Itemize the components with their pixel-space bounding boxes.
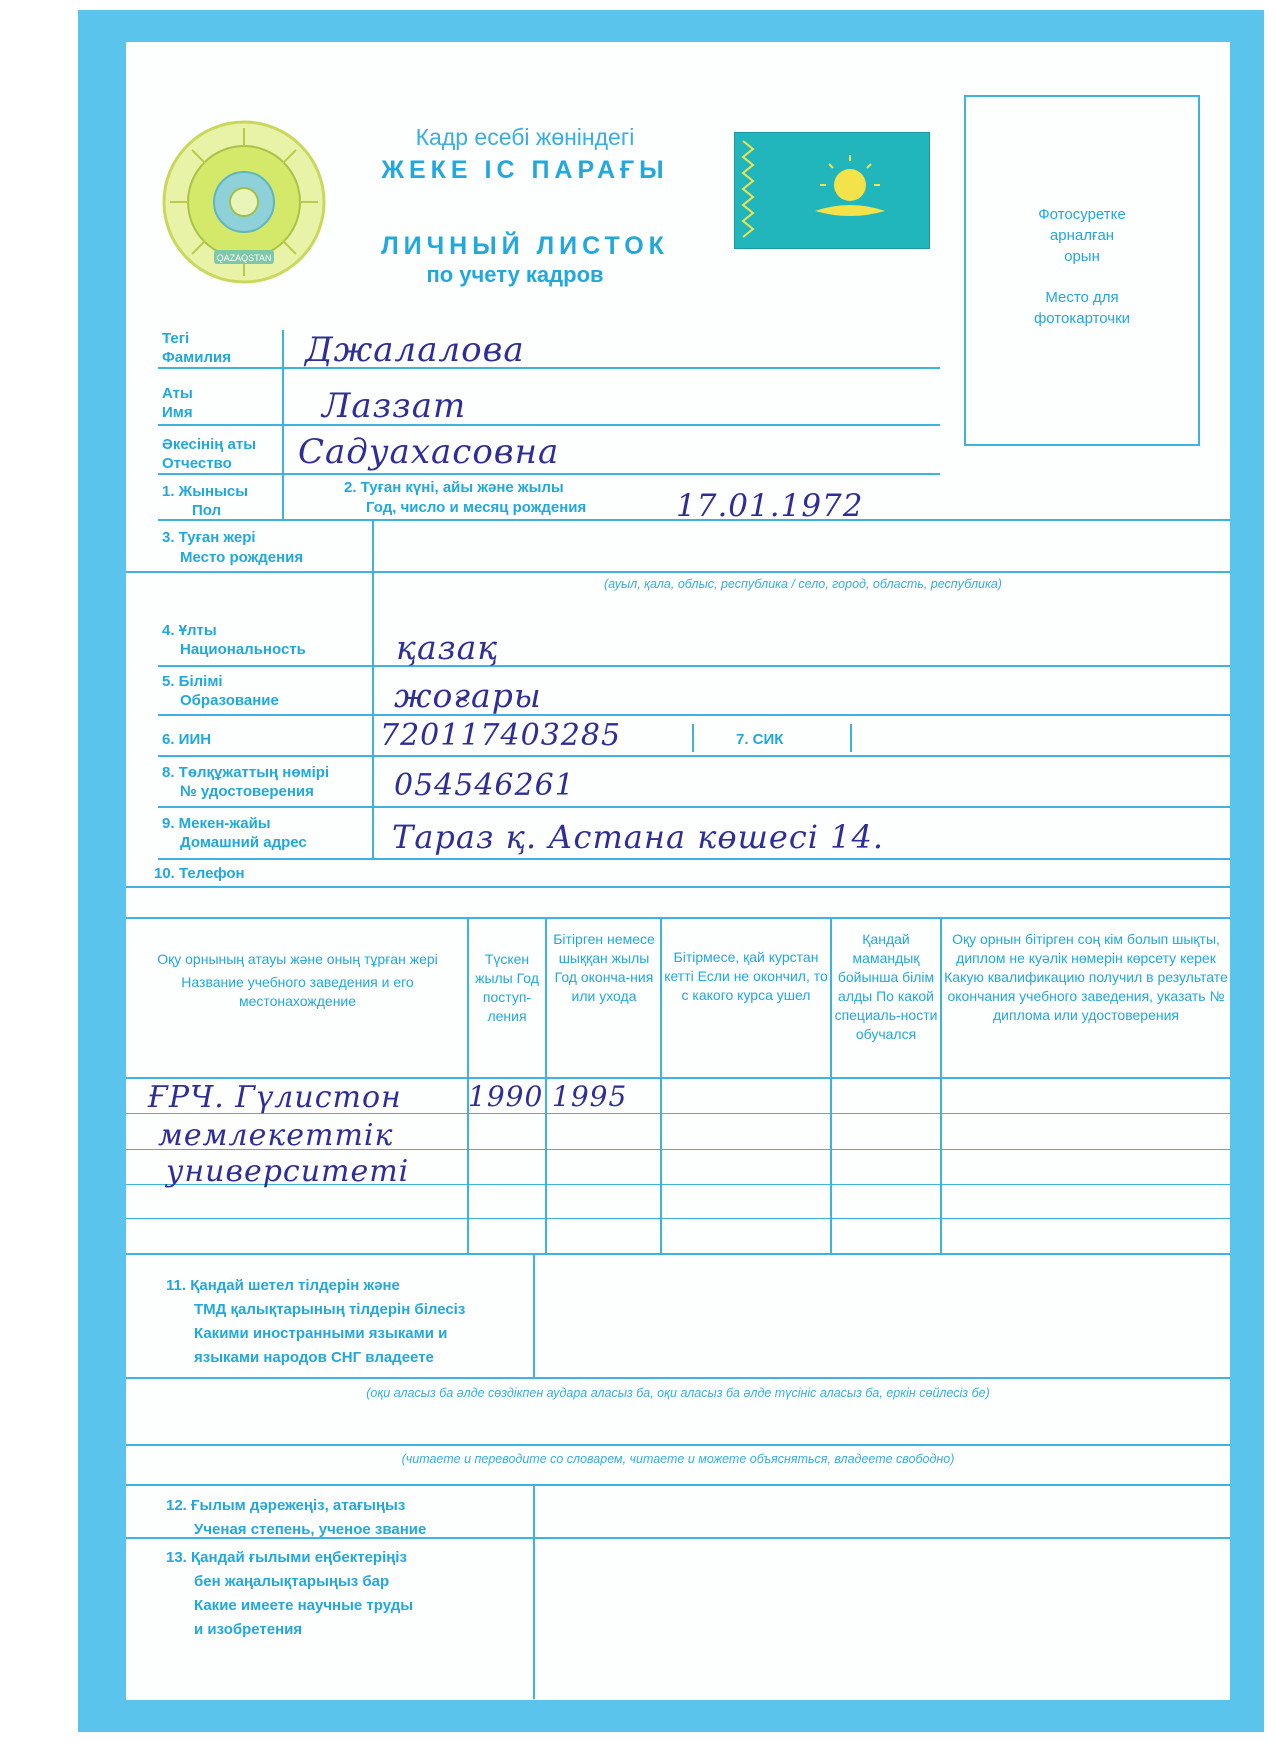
works-label-ru1: Какие имеете научные труды [194, 1597, 414, 1614]
edu-row-3-institution: университеті [166, 1154, 410, 1189]
photo-kz-line2: арналған [1049, 227, 1115, 244]
phone-label: 10. Телефон [154, 865, 245, 882]
name-label-ru: Имя [162, 404, 193, 421]
photo-ru-line2: фотокарточки [1033, 310, 1131, 327]
works-label-kz2: бен жаңалықтарыңыз бар [194, 1573, 390, 1590]
edu-header-qualification: Оқу орнын бітірген соң кім болып шықты, диплом не куәлік нөмерін көрсету керек Какую квалификацию получил в результате окончания учебного заведения, указать № диплома или удостоверения [944, 931, 1228, 1023]
works-label-kz1: 13. Қандай ғылыми еңбектеріңіз [166, 1549, 407, 1566]
sik-label: 7. СИК [736, 731, 784, 748]
address-value: Тараз қ. Астана көшесі 14. [392, 818, 885, 856]
edu-header-course: Бітірмесе, қай курстан кетті Если не окончил, то с какого курса ушел [664, 949, 828, 1003]
degree-label-kz: 12. Ғылым дәрежеңіз, атағыңыз [166, 1497, 406, 1514]
id-number-label-kz: 8. Төлқұжаттың нөмірі [162, 764, 330, 781]
iin-label: 6. ИИН [162, 731, 212, 748]
birthdate-label-ru: Год, число и месяц рождения [366, 499, 587, 516]
surname-value: Джалалова [305, 330, 525, 370]
address-label-kz: 9. Мекен-жайы [162, 815, 271, 832]
birthdate-label-kz: 2. Туған күні, айы және жылы [344, 479, 564, 496]
id-number-value: 054546261 [394, 768, 575, 803]
education-value: жоғары [394, 676, 542, 715]
patronymic-label-ru: Отчество [162, 455, 232, 472]
education-label-ru: Образование [180, 692, 279, 709]
title-kz-line2: ЖЕКЕ ІС ПАРАҒЫ [381, 156, 669, 184]
languages-label-kz2: ТМД қалықтарының тілдерін білесіз [194, 1301, 466, 1318]
surname-label-kz: Тегі [162, 330, 190, 347]
state-emblem-icon [160, 118, 328, 286]
sex-label-ru: Пол [192, 502, 222, 519]
edu-row-2-institution: мемлекеттік [158, 1118, 394, 1153]
flag-icon [734, 132, 930, 249]
patronymic-label-kz: Әкесінің аты [162, 436, 257, 453]
photo-kz-line1: Фотосуретке [1038, 206, 1126, 223]
edu-header-institution-kz: Оқу орнының атауы және оның тұрған жері [157, 951, 438, 967]
photo-ru-line1: Место для [1045, 289, 1119, 306]
title-ru-line1: ЛИЧНЫЙ ЛИСТОК [381, 232, 669, 260]
id-number-label-ru: № удостоверения [180, 783, 314, 800]
nationality-label-ru: Национальность [180, 641, 306, 658]
works-label-ru2: и изобретения [194, 1621, 303, 1638]
edu-row-1-entered: 1990 [468, 1080, 544, 1113]
edu-row-1-institution: ҒРЧ. Гүлистон [148, 1080, 402, 1115]
edu-header-specialty: Қандай мамандық бойынша білім алды По какой специаль-ности обучался [834, 931, 938, 1042]
languages-hint-ru: (читаете и переводите со словарем, читаете и можете объясняться, владеете свободно) [401, 1452, 955, 1466]
languages-label-kz1: 11. Қандай шетел тілдерін және [166, 1277, 400, 1294]
nationality-value: қазақ [396, 628, 499, 667]
name-label-kz: Аты [162, 385, 193, 402]
edu-row-1-graduated: 1995 [552, 1080, 628, 1113]
title-ru-line2: по учету кадров [426, 262, 604, 287]
birthplace-hint: (ауыл, қала, облыс, республика / село, город, область, республика) [604, 577, 1002, 591]
languages-hint-kz: (оқи аласыз ба әлде сөздікпен аудара аласыз ба, оқи аласыз ба әлде түсініс аласыз ба, еркін сөйлесіз бе) [366, 1386, 990, 1400]
title-kz-line1: Кадр есебі жөніндегі [415, 124, 635, 150]
languages-label-ru1: Какими иностранными языками и [194, 1325, 448, 1342]
degree-label-ru: Ученая степень, ученое звание [194, 1521, 427, 1538]
surname-label-ru: Фамилия [162, 349, 231, 366]
edu-header-entered: Түскен жылы Год поступ-ления [475, 951, 539, 1024]
birthplace-label-kz: 3. Туған жері [162, 529, 256, 546]
birthplace-label-ru: Место рождения [180, 549, 304, 566]
edu-header-graduated: Бітірген немесе шыққан жылы Год оконча-ния или ухода [553, 931, 655, 1004]
address-label-ru: Домашний адрес [180, 834, 307, 851]
photo-kz-line3: орын [1064, 248, 1100, 265]
edu-header-institution-ru: Название учебного заведения и его местонахождение [181, 974, 414, 1009]
sex-label-kz: 1. Жынысы [162, 483, 249, 500]
languages-label-ru2: языками народов СНГ владеете [194, 1349, 434, 1366]
nationality-label-kz: 4. Ұлты [162, 622, 217, 639]
education-label-kz: 5. Білімі [162, 673, 223, 690]
patronymic-value: Садуахасовна [298, 432, 560, 472]
emblem-text: QAZAQSTAN [216, 253, 272, 263]
iin-value: 720117403285 [380, 718, 622, 753]
name-value: Лаззат [322, 386, 467, 426]
birthdate-value: 17.01.1972 [676, 488, 864, 524]
